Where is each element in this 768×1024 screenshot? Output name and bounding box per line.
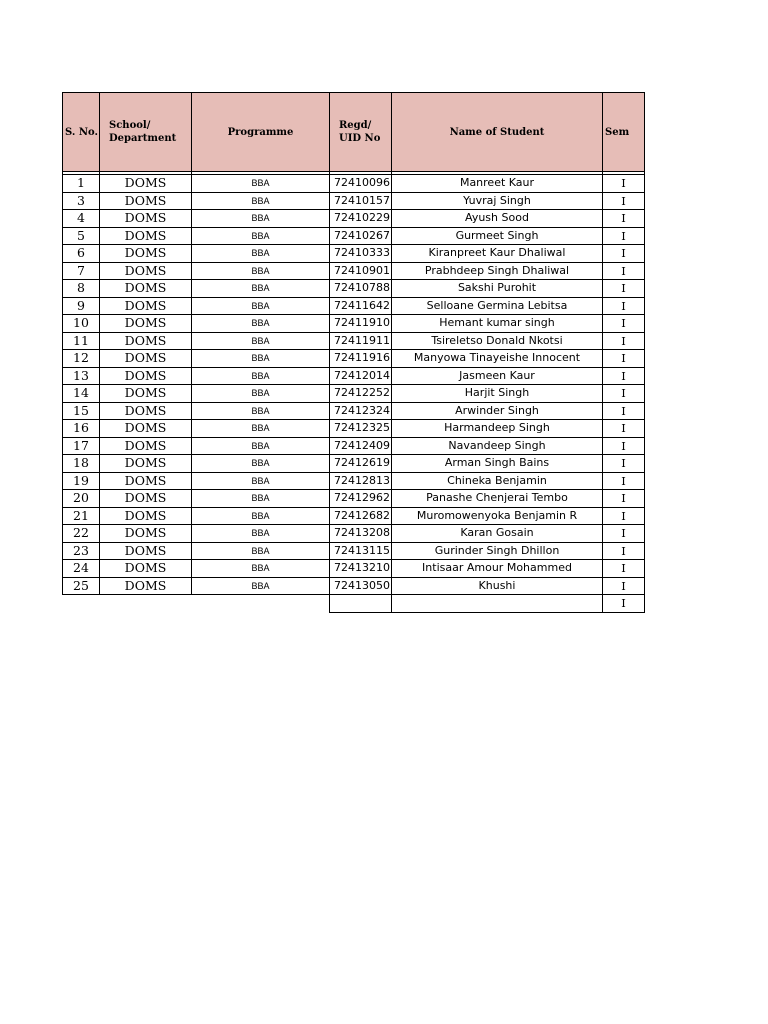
cell-programme: BBA xyxy=(192,420,330,438)
cell-sno: 15 xyxy=(63,402,100,420)
header-name: Name of Student xyxy=(392,93,603,172)
cell-programme: BBA xyxy=(192,245,330,263)
table-row xyxy=(63,507,645,525)
header-programme: Programme xyxy=(192,93,330,172)
cell-sem: I xyxy=(603,437,645,455)
cell-sem: I xyxy=(603,595,645,613)
cell-school: DOMS xyxy=(100,420,192,438)
cell-programme: BBA xyxy=(192,210,330,228)
cell-regd xyxy=(330,595,392,613)
cell-sem: I xyxy=(603,542,645,560)
cell-sem: I xyxy=(603,332,645,350)
cell-sem: I xyxy=(603,175,645,193)
cell-sem: I xyxy=(603,227,645,245)
cell-school: DOMS xyxy=(100,437,192,455)
cell-regd: 72411910 xyxy=(330,315,392,333)
table-row xyxy=(63,542,645,560)
table-row xyxy=(63,210,645,228)
cell-sem: I xyxy=(603,490,645,508)
cell-regd: 72412962 xyxy=(330,490,392,508)
table-row xyxy=(63,525,645,543)
cell-name: Gurmeet Singh xyxy=(392,227,603,245)
cell-school: DOMS xyxy=(100,227,192,245)
cell-name: Arman Singh Bains xyxy=(392,455,603,473)
cell-regd: 72412324 xyxy=(330,402,392,420)
cell-name: Manreet Kaur xyxy=(392,175,603,193)
cell-school: DOMS xyxy=(100,332,192,350)
blank-cell xyxy=(192,595,330,613)
cell-name: Panashe Chenjerai Tembo xyxy=(392,490,603,508)
table-row xyxy=(63,577,645,595)
cell-regd: 72413210 xyxy=(330,560,392,578)
cell-regd: 72410229 xyxy=(330,210,392,228)
cell-sno: 18 xyxy=(63,455,100,473)
cell-regd: 72413208 xyxy=(330,525,392,543)
header-school-line2: Department xyxy=(109,133,177,144)
cell-sem: I xyxy=(603,192,645,210)
cell-school: DOMS xyxy=(100,175,192,193)
cell-name: Muromowenyoka Benjamin R xyxy=(392,507,603,525)
cell-sno: 10 xyxy=(63,315,100,333)
cell-sno: 17 xyxy=(63,437,100,455)
cell-regd: 72410267 xyxy=(330,227,392,245)
cell-name: Arwinder Singh xyxy=(392,402,603,420)
cell-name: Kiranpreet Kaur Dhaliwal xyxy=(392,245,603,263)
table-row xyxy=(63,350,645,368)
cell-school: DOMS xyxy=(100,490,192,508)
cell-sno: 13 xyxy=(63,367,100,385)
cell-sem: I xyxy=(603,402,645,420)
cell-sno: 8 xyxy=(63,280,100,298)
cell-regd: 72412252 xyxy=(330,385,392,403)
table-row xyxy=(63,490,645,508)
cell-sno: 4 xyxy=(63,210,100,228)
cell-regd: 72412619 xyxy=(330,455,392,473)
cell-programme: BBA xyxy=(192,385,330,403)
table-row xyxy=(63,402,645,420)
student-roster-table xyxy=(62,92,645,613)
cell-programme: BBA xyxy=(192,560,330,578)
cell-sem: I xyxy=(603,367,645,385)
cell-regd: 72410157 xyxy=(330,192,392,210)
cell-sem: I xyxy=(603,245,645,263)
cell-name: Harmandeep Singh xyxy=(392,420,603,438)
cell-sem: I xyxy=(603,507,645,525)
cell-sem: I xyxy=(603,315,645,333)
header-school-line1: School/ xyxy=(109,120,151,131)
cell-regd: 72410788 xyxy=(330,280,392,298)
table-row xyxy=(63,245,645,263)
cell-school: DOMS xyxy=(100,350,192,368)
cell-sem: I xyxy=(603,280,645,298)
cell-school: DOMS xyxy=(100,560,192,578)
header-row xyxy=(63,93,645,172)
cell-name: Hemant kumar singh xyxy=(392,315,603,333)
cell-sno: 24 xyxy=(63,560,100,578)
cell-name: Yuvraj Singh xyxy=(392,192,603,210)
cell-school: DOMS xyxy=(100,542,192,560)
cell-programme: BBA xyxy=(192,472,330,490)
cell-sno: 19 xyxy=(63,472,100,490)
cell-name: Karan Gosain xyxy=(392,525,603,543)
cell-name: Sakshi Purohit xyxy=(392,280,603,298)
cell-regd: 72413050 xyxy=(330,577,392,595)
table-row xyxy=(63,280,645,298)
cell-sno: 1 xyxy=(63,175,100,193)
header-regd xyxy=(330,93,392,172)
cell-sem: I xyxy=(603,560,645,578)
table-row xyxy=(63,297,645,315)
cell-programme: BBA xyxy=(192,315,330,333)
cell-school: DOMS xyxy=(100,455,192,473)
cell-name: Selloane Germina Lebitsa xyxy=(392,297,603,315)
header-sno: S. No. xyxy=(63,93,100,172)
table-row xyxy=(63,472,645,490)
cell-regd: 72411916 xyxy=(330,350,392,368)
cell-sno: 6 xyxy=(63,245,100,263)
table-row xyxy=(63,420,645,438)
cell-name: Tsireletso Donald Nkotsi xyxy=(392,332,603,350)
table-row xyxy=(63,332,645,350)
cell-programme: BBA xyxy=(192,455,330,473)
cell-school: DOMS xyxy=(100,577,192,595)
cell-regd: 72410333 xyxy=(330,245,392,263)
cell-sno: 14 xyxy=(63,385,100,403)
cell-sno: 9 xyxy=(63,297,100,315)
roster-body xyxy=(63,172,645,613)
cell-regd: 72412409 xyxy=(330,437,392,455)
table-row xyxy=(63,385,645,403)
cell-name: Navandeep Singh xyxy=(392,437,603,455)
header-school xyxy=(100,93,192,172)
cell-sem: I xyxy=(603,420,645,438)
cell-sem: I xyxy=(603,297,645,315)
cell-school: DOMS xyxy=(100,507,192,525)
cell-name xyxy=(392,595,603,613)
cell-programme: BBA xyxy=(192,437,330,455)
cell-name: Manyowa Tinayeishe Innocent xyxy=(392,350,603,368)
cell-sno: 23 xyxy=(63,542,100,560)
cell-school: DOMS xyxy=(100,280,192,298)
table-row xyxy=(63,455,645,473)
blank-cell xyxy=(100,595,192,613)
table-row xyxy=(63,227,645,245)
cell-regd: 72412325 xyxy=(330,420,392,438)
cell-school: DOMS xyxy=(100,192,192,210)
cell-school: DOMS xyxy=(100,297,192,315)
cell-sno: 12 xyxy=(63,350,100,368)
cell-sno: 20 xyxy=(63,490,100,508)
cell-regd: 72410901 xyxy=(330,262,392,280)
cell-regd: 72413115 xyxy=(330,542,392,560)
cell-programme: BBA xyxy=(192,332,330,350)
cell-sno: 22 xyxy=(63,525,100,543)
cell-name: Ayush Sood xyxy=(392,210,603,228)
cell-regd: 72412682 xyxy=(330,507,392,525)
cell-name: Intisaar Amour Mohammed xyxy=(392,560,603,578)
cell-sem: I xyxy=(603,455,645,473)
cell-regd: 72412813 xyxy=(330,472,392,490)
header-sem: Sem xyxy=(603,93,645,172)
cell-school: DOMS xyxy=(100,385,192,403)
cell-regd: 72412014 xyxy=(330,367,392,385)
cell-name: Khushi xyxy=(392,577,603,595)
cell-sem: I xyxy=(603,350,645,368)
cell-programme: BBA xyxy=(192,262,330,280)
cell-regd: 72411642 xyxy=(330,297,392,315)
table-row xyxy=(63,262,645,280)
cell-sno: 16 xyxy=(63,420,100,438)
cell-school: DOMS xyxy=(100,315,192,333)
cell-sno: 7 xyxy=(63,262,100,280)
cell-programme: BBA xyxy=(192,507,330,525)
cell-regd: 72411911 xyxy=(330,332,392,350)
table-row xyxy=(63,367,645,385)
cell-name: Harjit Singh xyxy=(392,385,603,403)
table-row xyxy=(63,315,645,333)
trailing-row xyxy=(63,595,645,613)
header-regd-line1: Regd/ xyxy=(339,120,372,131)
cell-school: DOMS xyxy=(100,210,192,228)
cell-programme: BBA xyxy=(192,175,330,193)
cell-sno: 11 xyxy=(63,332,100,350)
cell-programme: BBA xyxy=(192,297,330,315)
cell-name: Gurinder Singh Dhillon xyxy=(392,542,603,560)
cell-sem: I xyxy=(603,262,645,280)
blank-cell xyxy=(63,595,100,613)
table-row xyxy=(63,175,645,193)
cell-sem: I xyxy=(603,525,645,543)
cell-school: DOMS xyxy=(100,367,192,385)
cell-regd: 72410096 xyxy=(330,175,392,193)
cell-sem: I xyxy=(603,472,645,490)
cell-school: DOMS xyxy=(100,245,192,263)
cell-sno: 5 xyxy=(63,227,100,245)
cell-programme: BBA xyxy=(192,402,330,420)
cell-programme: BBA xyxy=(192,192,330,210)
cell-programme: BBA xyxy=(192,350,330,368)
cell-programme: BBA xyxy=(192,525,330,543)
cell-sno: 21 xyxy=(63,507,100,525)
cell-programme: BBA xyxy=(192,280,330,298)
cell-programme: BBA xyxy=(192,577,330,595)
cell-school: DOMS xyxy=(100,402,192,420)
cell-sem: I xyxy=(603,577,645,595)
cell-sem: I xyxy=(603,210,645,228)
cell-programme: BBA xyxy=(192,227,330,245)
cell-name: Prabhdeep Singh Dhaliwal xyxy=(392,262,603,280)
header-regd-line2: UID No xyxy=(339,133,381,144)
table-row xyxy=(63,192,645,210)
table-row xyxy=(63,437,645,455)
cell-school: DOMS xyxy=(100,472,192,490)
cell-school: DOMS xyxy=(100,525,192,543)
cell-programme: BBA xyxy=(192,367,330,385)
cell-sem: I xyxy=(603,385,645,403)
cell-school: DOMS xyxy=(100,262,192,280)
cell-name: Jasmeen Kaur xyxy=(392,367,603,385)
cell-sno: 25 xyxy=(63,577,100,595)
cell-name: Chineka Benjamin xyxy=(392,472,603,490)
cell-programme: BBA xyxy=(192,490,330,508)
cell-programme: BBA xyxy=(192,542,330,560)
table-row xyxy=(63,560,645,578)
cell-sno: 3 xyxy=(63,192,100,210)
